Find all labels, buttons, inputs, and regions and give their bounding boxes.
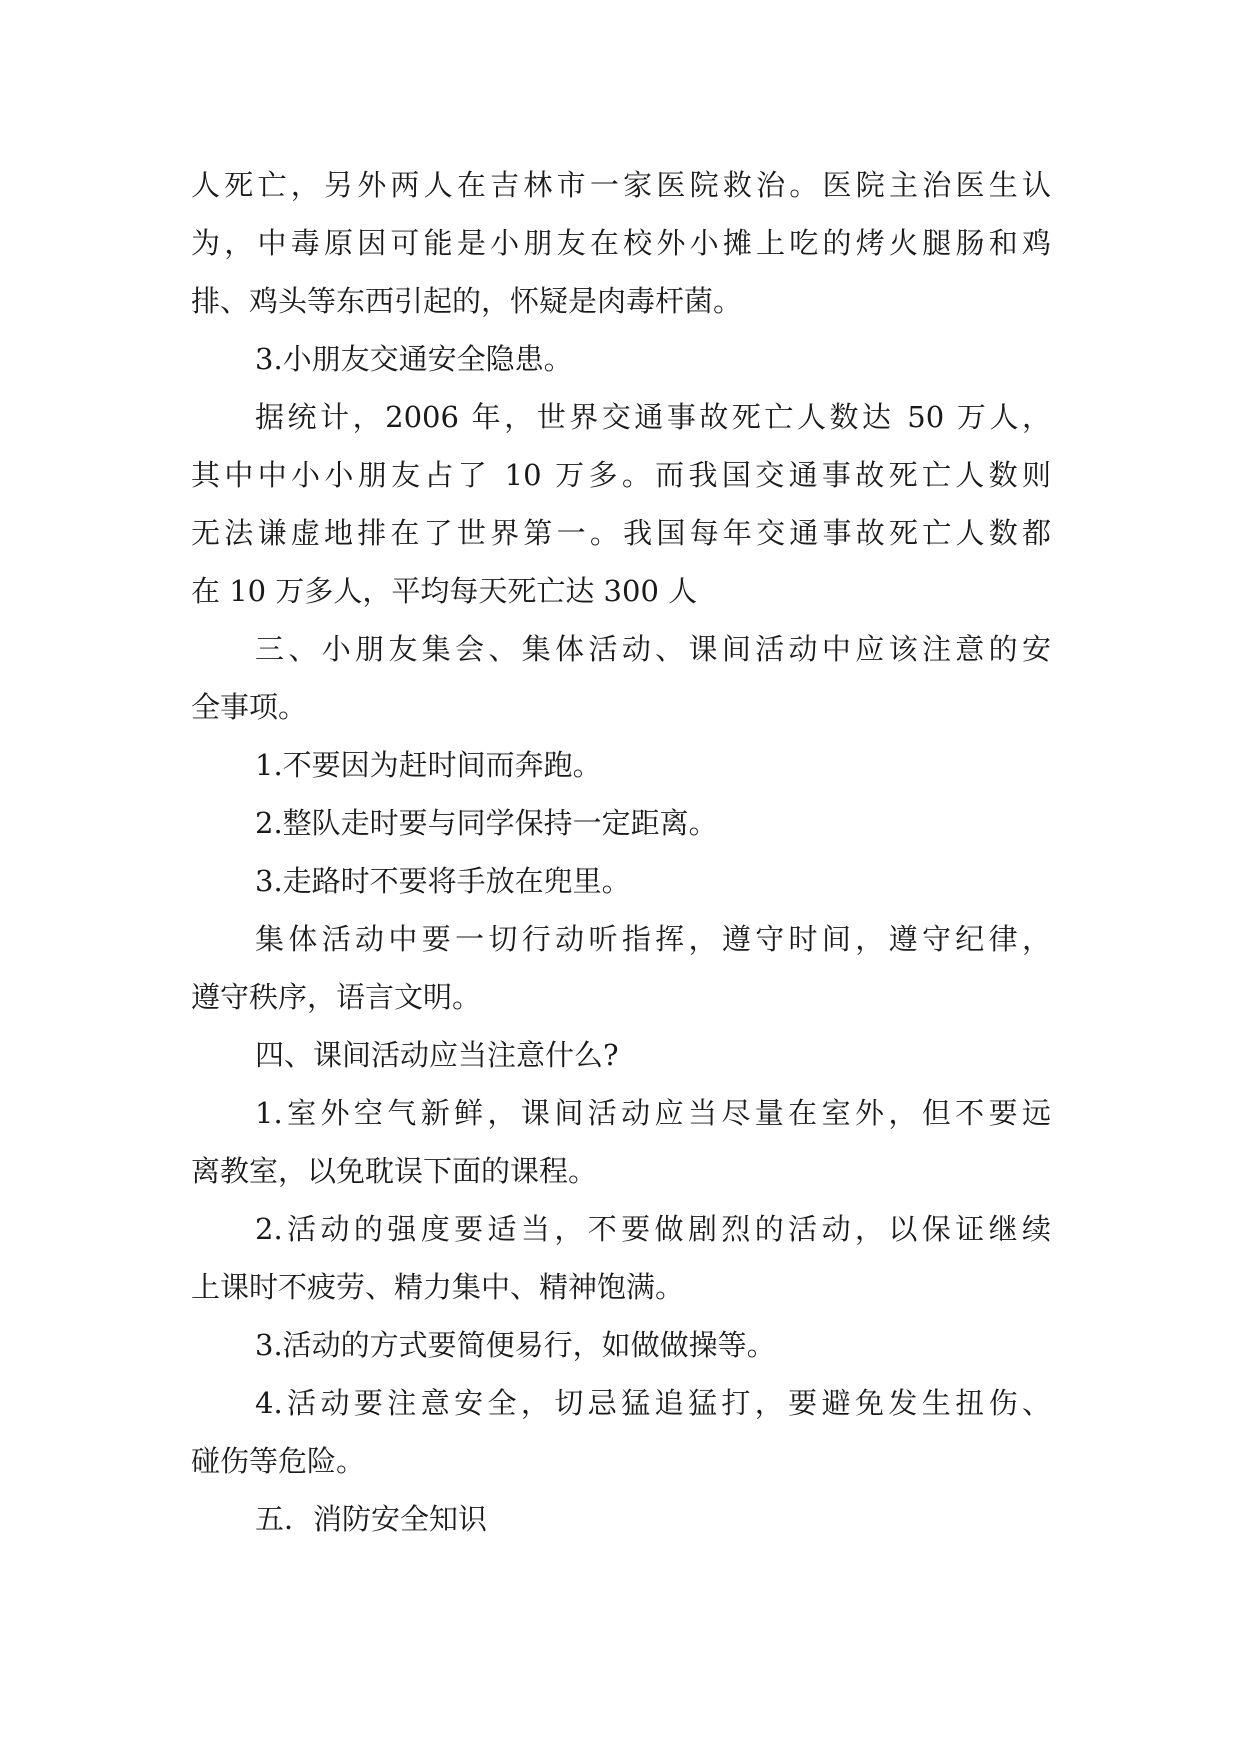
text-line: 其中中小小朋友占了 10 万多。而我国交通事故死亡人数则 bbox=[191, 458, 1051, 492]
list-item-continued: 碰伤等危险。 bbox=[191, 1444, 366, 1478]
list-item-continued: 离教室，以免耽误下面的课程。 bbox=[191, 1154, 598, 1188]
section-subheading: 3.小朋友交通安全隐患。 bbox=[255, 342, 573, 376]
text-line: 集体活动中要一切行动听指挥，遵守时间，遵守纪律， bbox=[255, 922, 1051, 956]
list-item: 4.活动要注意安全，切忌猛追猛打，要避免发生扭伤、 bbox=[255, 1386, 1051, 1420]
list-item: 2.整队走时要与同学保持一定距离。 bbox=[255, 806, 718, 840]
text-line: 据统计，2006 年，世界交通事故死亡人数达 50 万人， bbox=[255, 400, 1051, 434]
list-item: 3.走路时不要将手放在兜里。 bbox=[255, 864, 631, 898]
text-line: 遵守秩序，语言文明。 bbox=[191, 980, 482, 1014]
text-line: 在 10 万多人，平均每天死亡达 300 人 bbox=[191, 574, 698, 608]
list-item: 1.不要因为赶时间而奔跑。 bbox=[255, 748, 602, 782]
section-heading: 三、小朋友集会、集体活动、课间活动中应该注意的安 bbox=[255, 632, 1051, 666]
list-item: 1.室外空气新鲜，课间活动应当尽量在室外，但不要远 bbox=[255, 1096, 1051, 1130]
list-item-continued: 上课时不疲劳、精力集中、精神饱满。 bbox=[191, 1270, 685, 1304]
text-line: 无法谦虚地排在了世界第一。我国每年交通事故死亡人数都 bbox=[191, 516, 1051, 550]
section-heading: 四、课间活动应当注意什么? bbox=[255, 1038, 619, 1072]
list-item: 3.活动的方式要简便易行，如做做操等。 bbox=[255, 1328, 776, 1362]
text-line: 为，中毒原因可能是小朋友在校外小摊上吃的烤火腿肠和鸡 bbox=[191, 226, 1051, 260]
list-item: 2.活动的强度要适当，不要做剧烈的活动，以保证继续 bbox=[255, 1212, 1051, 1246]
text-line: 排、鸡头等东西引起的，怀疑是肉毒杆菌。 bbox=[191, 284, 743, 318]
section-heading-continued: 全事项。 bbox=[191, 690, 308, 724]
section-heading: 五．消防安全知识 bbox=[255, 1502, 488, 1536]
text-line: 人死亡，另外两人在吉林市一家医院救治。医院主治医生认 bbox=[191, 168, 1051, 202]
